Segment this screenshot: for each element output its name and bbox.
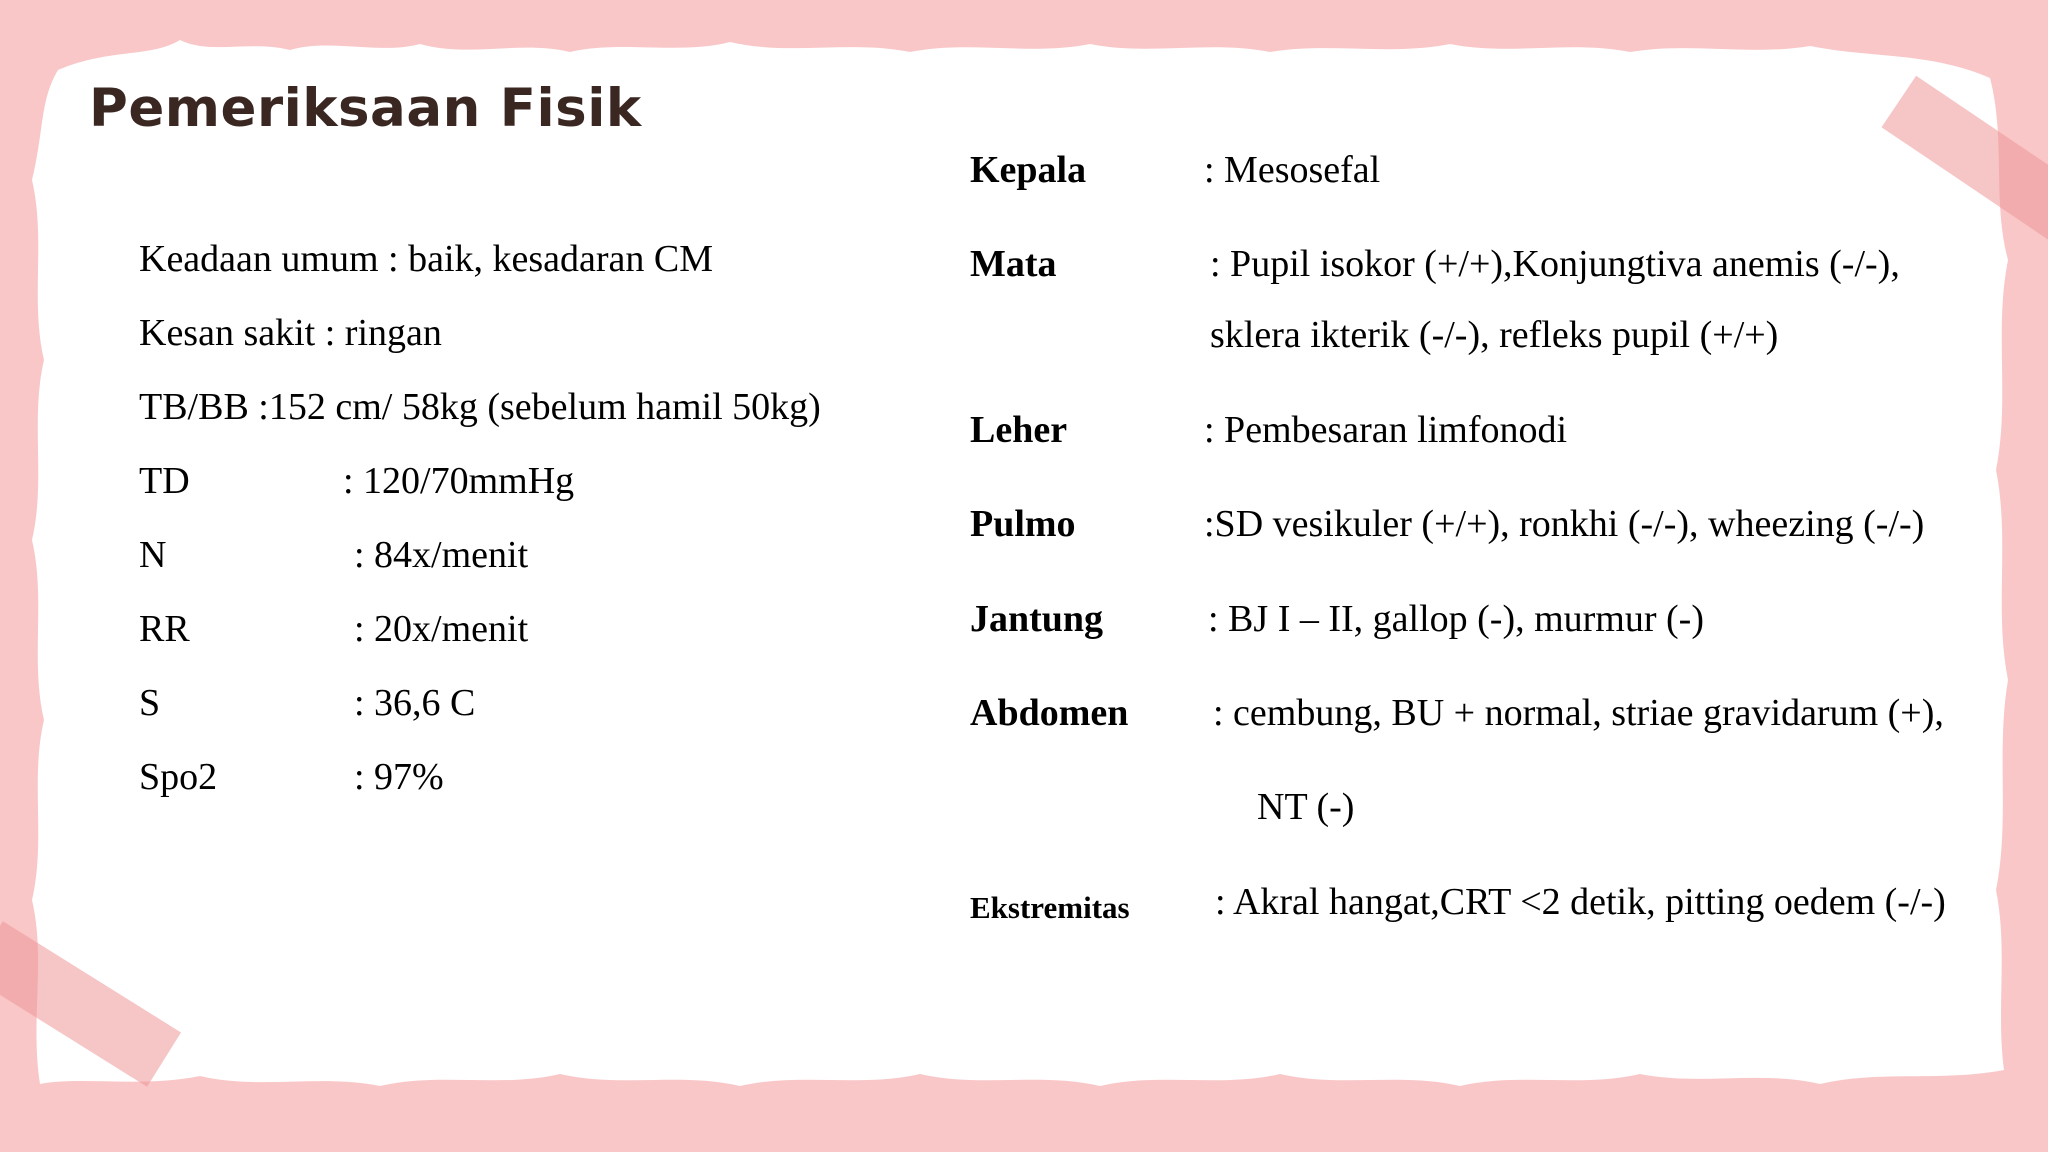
general-pain-impression: Kesan sakit : ringan (139, 312, 442, 354)
exam-value: : Mesosefal (1204, 149, 1381, 191)
exam-label: Leher (970, 409, 1068, 451)
exam-label: Jantung (970, 598, 1104, 640)
vital-row (139, 532, 529, 578)
exam-value-continued: NT (-) (1257, 786, 1355, 828)
exam-value-continued: sklera ikterik (-/-), refleks pupil (+/+) (1210, 314, 1779, 356)
vital-row (139, 458, 575, 504)
general-state: Keadaan umum : baik, kesadaran CM (139, 238, 714, 280)
vital-value: : 97% (354, 756, 444, 798)
exam-label: Ekstremitas (970, 890, 1130, 925)
vital-row (139, 606, 529, 652)
exam-value: : Pembesaran limfonodi (1204, 409, 1568, 451)
vital-value: : 120/70mmHg (343, 460, 575, 502)
exam-value: : cembung, BU + normal, striae gravidarum (+), (1213, 692, 1944, 734)
exam-value: : Pupil isokor (+/+),Konjungtiva anemis (-/-), (1210, 243, 1900, 285)
exam-value: : BJ I – II, gallop (-), murmur (-) (1208, 598, 1704, 640)
exam-label: Abdomen (970, 692, 1129, 734)
vital-value: : 36,6 C (354, 682, 476, 724)
exam-label: Pulmo (970, 503, 1076, 545)
exam-label: Kepala (970, 149, 1087, 191)
page-title: Pemeriksaan Fisik (89, 78, 642, 139)
vital-value: : 84x/menit (354, 534, 529, 576)
vital-row (139, 754, 444, 800)
vital-label: Spo2 (139, 756, 218, 798)
vital-label: N (139, 534, 167, 576)
vital-row (139, 680, 476, 726)
vital-label: TD (139, 460, 190, 502)
vital-label: S (139, 682, 161, 724)
vital-value: : 20x/menit (354, 608, 529, 650)
general-height-weight: TB/BB :152 cm/ 58kg (sebelum hamil 50kg) (139, 386, 821, 428)
exam-label: Mata (970, 243, 1057, 285)
exam-value: : Akral hangat,CRT <2 detik, pitting oedem (-/-) (1215, 881, 1946, 923)
exam-value: :SD vesikuler (+/+), ronkhi (-/-), wheezing (-/-) (1204, 503, 1925, 545)
vital-label: RR (139, 608, 190, 650)
